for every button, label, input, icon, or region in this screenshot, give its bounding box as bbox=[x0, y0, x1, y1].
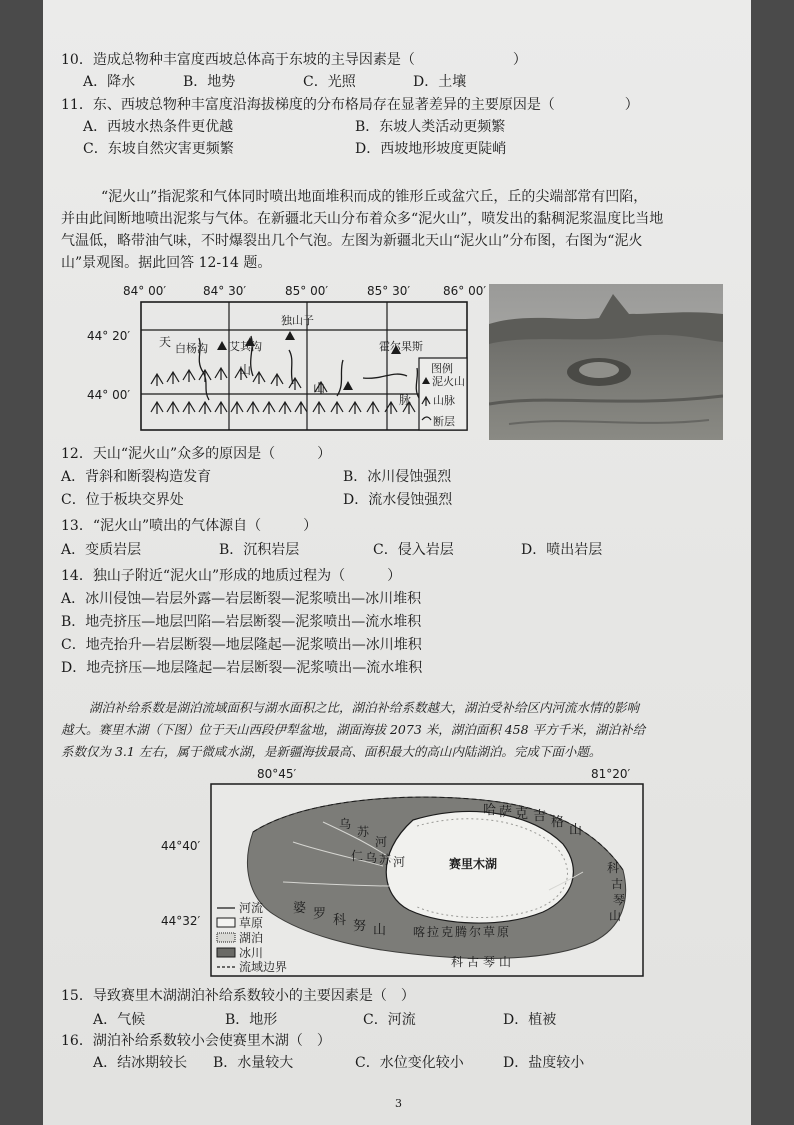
q11-option-d: D．西坡地形坡度更陡峭 bbox=[355, 141, 507, 157]
q12-option-b: B．冰川侵蚀强烈 bbox=[343, 469, 452, 485]
legend-title: 图例 bbox=[431, 362, 453, 375]
passage1-line-4: 山”景观图。据此回答 12-14 题。 bbox=[61, 255, 272, 271]
range-char: 山 bbox=[239, 363, 252, 377]
range-label: 琴 bbox=[483, 955, 496, 969]
range-label: 山 bbox=[569, 823, 583, 838]
q15-option-a: A．气候 bbox=[93, 1012, 146, 1028]
range-label: 罗 bbox=[313, 907, 327, 922]
q14-stem: 14．独山子附近“泥火山”形成的地质过程为（ ） bbox=[61, 568, 402, 584]
range-label: 古 bbox=[611, 877, 624, 891]
q12-option-d: D．流水侵蚀强烈 bbox=[343, 492, 453, 508]
legend-fault: 断层 bbox=[433, 415, 455, 428]
sayram-lake-map bbox=[153, 762, 653, 980]
lat-label: 44°32′ bbox=[161, 914, 201, 928]
range-label: 婆 bbox=[293, 901, 307, 916]
range-char: 脉 bbox=[399, 393, 412, 407]
legend-mud-volcano: 泥火山 bbox=[432, 375, 465, 388]
range-label: 科 bbox=[333, 913, 347, 928]
river-label: 苏 bbox=[379, 853, 392, 867]
q13-option-c: C．侵入岩层 bbox=[373, 542, 454, 558]
passage2-line-3: 系数仅为 3.1 左右，属于微咸水湖，是新疆海拔最高、面积最大的高山内陆湖泊。完成下面小题。 bbox=[61, 744, 602, 759]
range-char: 山 bbox=[313, 381, 326, 395]
river-label: 乌 bbox=[365, 851, 378, 865]
q11-option-a: A．西坡水热条件更优越 bbox=[83, 119, 234, 135]
legend-lake: 湖泊 bbox=[239, 931, 264, 945]
grassland-label: 腾 bbox=[455, 925, 468, 939]
q12-option-a: A．背斜和断裂构造发育 bbox=[61, 469, 212, 485]
page-number: 3 bbox=[395, 1097, 402, 1110]
river-label: 苏 bbox=[357, 825, 370, 839]
q13-option-a: A．变质岩层 bbox=[61, 542, 142, 558]
mud-volcano-map bbox=[63, 280, 503, 440]
q11-stem: 11．东、西坡总物种丰富度沿海拔梯度的分布格局存在显著差异的主要原因是（ ） bbox=[61, 97, 639, 113]
range-label: 古 bbox=[467, 955, 480, 969]
lat-label: 44° 00′ bbox=[87, 388, 131, 402]
q13-option-d: D．喷出岩层 bbox=[521, 542, 603, 558]
place-baiyanggou: 白杨沟 bbox=[175, 342, 208, 355]
range-label: 萨 bbox=[499, 805, 513, 820]
q11-option-b: B．东坡人类活动更频繁 bbox=[355, 119, 506, 135]
range-label: 科 bbox=[607, 861, 620, 875]
q14-option-d: D．地壳挤压—地层隆起—岩层断裂—泥浆喷出—流水堆积 bbox=[61, 660, 423, 676]
q14-option-c: C．地壳抬升—岩层断裂—地层隆起—泥浆喷出—冰川堆积 bbox=[61, 637, 422, 653]
passage1-line-3: 气温低，略带油气味，不时爆裂出几个气泡。左图为新疆北天山“泥火山”分布图，右图为“泥火 bbox=[61, 233, 643, 249]
passage2-line-2: 越大。赛里木湖（下图）位于天山西段伊犁盆地，湖面海拔 2073 米，湖泊面积 458 平方千米，湖泊补给 bbox=[61, 722, 646, 737]
river-label: 乌 bbox=[339, 817, 352, 831]
grassland-label: 喀 bbox=[413, 925, 426, 939]
place-dushanzi: 独山子 bbox=[281, 314, 314, 327]
range-label: 山 bbox=[499, 955, 512, 969]
lon-label: 85° 00′ bbox=[285, 284, 329, 298]
range-label: 吉 bbox=[533, 809, 547, 824]
legend-mountain: 山脉 bbox=[433, 394, 455, 407]
exam-page bbox=[43, 0, 751, 1125]
river-label: 河 bbox=[375, 835, 388, 849]
q15-option-b: B．地形 bbox=[225, 1012, 278, 1028]
range-label: 克 bbox=[515, 807, 529, 822]
mud-volcano-photo bbox=[489, 284, 723, 440]
lake-name: 赛里木湖 bbox=[449, 857, 498, 871]
lon-label: 84° 00′ bbox=[123, 284, 167, 298]
q10-option-b: B．地势 bbox=[183, 74, 236, 90]
range-label: 努 bbox=[353, 919, 367, 934]
range-label: 山 bbox=[609, 909, 622, 923]
lon-label: 86° 00′ bbox=[443, 284, 487, 298]
q13-stem: 13．“泥火山”喷出的气体源自（ ） bbox=[61, 518, 318, 534]
river-label: 仁 bbox=[351, 849, 364, 863]
lon-label: 80°45′ bbox=[257, 767, 297, 781]
q16-option-c: C．水位变化较小 bbox=[355, 1055, 464, 1071]
q14-option-b: B．地壳挤压—地层凹陷—岩层断裂—泥浆喷出—流水堆积 bbox=[61, 614, 422, 630]
range-label: 科 bbox=[451, 955, 464, 969]
passage1-line-2: 并由此间断地喷出泥浆与气体。在新疆北天山分布着众多“泥火山”，喷发出的黏稠泥浆温度比当地 bbox=[61, 211, 664, 227]
grassland-label: 拉 bbox=[427, 925, 440, 939]
range-label: 哈 bbox=[483, 803, 497, 818]
passage1-line-1: “泥火山”指泥浆和气体同时喷出地面堆积而成的锥形丘或盆穴丘，丘的尖端部常有凹陷， bbox=[101, 189, 648, 205]
q15-option-d: D．植被 bbox=[503, 1012, 557, 1028]
place-huoerguosi: 霍尔果斯 bbox=[379, 340, 423, 353]
lat-label: 44° 20′ bbox=[87, 329, 131, 343]
q12-stem: 12．天山“泥火山”众多的原因是（ ） bbox=[61, 446, 332, 462]
q16-option-b: B．水量较大 bbox=[213, 1055, 294, 1071]
grassland-label: 草 bbox=[483, 925, 496, 939]
legend-glacier: 冰川 bbox=[239, 946, 264, 960]
mountain-symbols bbox=[151, 368, 415, 414]
q16-stem: 16．湖泊补给系数较小会使赛里木湖（ ） bbox=[61, 1033, 331, 1049]
passage2-line-1: 湖泊补给系数是湖泊流域面积与湖水面积之比，湖泊补给系数越大，湖泊受补给区内河流水情的影响 bbox=[89, 700, 640, 715]
q15-option-c: C．河流 bbox=[363, 1012, 416, 1028]
q10-stem: 10．造成总物种丰富度西坡总体高于东坡的主导因素是（ ） bbox=[61, 52, 527, 68]
lon-label: 84° 30′ bbox=[203, 284, 247, 298]
q13-option-b: B．沉积岩层 bbox=[219, 542, 300, 558]
legend-river: 河流 bbox=[239, 901, 264, 915]
place-aiqigou: 艾其沟 bbox=[229, 340, 262, 353]
q15-stem: 15．导致赛里木湖湖泊补给系数较小的主要因素是（ ） bbox=[61, 988, 415, 1004]
grassland-label: 原 bbox=[497, 925, 510, 939]
range-label: 格 bbox=[551, 815, 565, 830]
q10-option-a: A．降水 bbox=[83, 74, 136, 90]
range-label: 琴 bbox=[613, 893, 626, 907]
q16-option-a: A．结冰期较长 bbox=[93, 1055, 188, 1071]
q16-option-d: D．盐度较小 bbox=[503, 1055, 585, 1071]
legend-basin-boundary: 流域边界 bbox=[239, 960, 288, 974]
grassland-label: 尔 bbox=[469, 925, 482, 939]
lat-label: 44°40′ bbox=[161, 839, 201, 853]
lon-label: 81°20′ bbox=[591, 767, 631, 781]
range-char: 天 bbox=[159, 335, 172, 349]
q10-option-c: C．光照 bbox=[303, 74, 356, 90]
q14-option-a: A．冰川侵蚀—岩层外露—岩层断裂—泥浆喷出—冰川堆积 bbox=[61, 591, 422, 607]
lon-label: 85° 30′ bbox=[367, 284, 411, 298]
q12-option-c: C．位于板块交界处 bbox=[61, 492, 184, 508]
q11-option-c: C．东坡自然灾害更频繁 bbox=[83, 141, 234, 157]
legend-grassland: 草原 bbox=[239, 916, 264, 930]
river-label: 河 bbox=[393, 855, 406, 869]
q10-option-d: D．土壤 bbox=[413, 74, 467, 90]
grassland-label: 克 bbox=[441, 925, 454, 939]
range-label: 山 bbox=[373, 923, 387, 938]
